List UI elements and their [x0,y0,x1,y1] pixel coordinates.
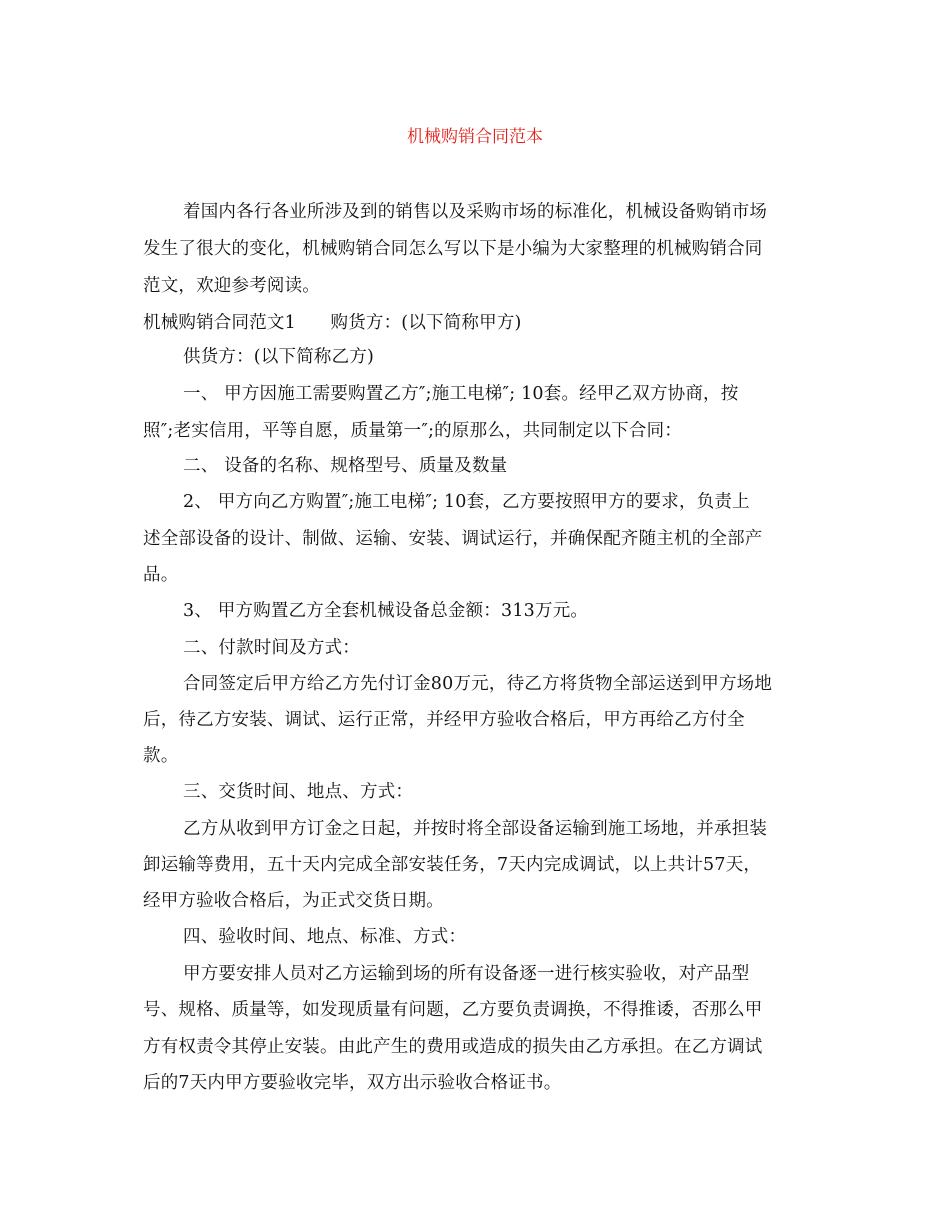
text-line: 发生了很大的变化，机械购销合同怎么写以下是小编为大家整理的机械购销合同 [143,239,763,259]
text-line: 一、 甲方因施工需要购置乙方″;施工电梯″; 10套。经甲乙双方协商，按 [183,384,739,404]
text-line: 号、规格、质量等，如发现质量有问题，乙方要负责调换，不得推诿，否那么甲 [143,1000,763,1020]
text-line: 经甲方验收合格后，为正式交货日期。 [143,891,444,911]
text-line: 二、付款时间及方式： [183,638,360,658]
text-line: 乙方从收到甲方订金之日起，并按时将全部设备运输到施工场地，并承担装 [183,819,768,839]
text-line: 后，待乙方安装、调试、运行正常，并经甲方验收合格后，甲方再给乙方付全 [143,710,745,730]
text-line: 款。 [143,746,179,766]
document-title: 机械购销合同范本 [407,127,543,147]
text-line: 甲方要安排人员对乙方运输到场的所有设备逐一进行核实验收，对产品型 [183,964,750,984]
text-line: 述全部设备的设计、制做、运输、安装、调试运行，并确保配齐随主机的全部产 [143,529,763,549]
text-line: 卸运输等费用，五十天内完成全部安装任务，7天内完成调试，以上共计57天， [143,855,762,875]
text-line: 3、 甲方购置乙方全套机械设备总金额：313万元。 [183,601,589,621]
text-line: 照″;老实信用，平等自愿，质量第一″;的原那么，共同制定以下合同： [143,421,682,441]
text-line: 方有权责令其停止安装。由此产生的费用或造成的损失由乙方承担。在乙方调试 [143,1037,763,1057]
text-line: 合同签定后甲方给乙方先付订金80万元，待乙方将货物全部运送到甲方场地 [183,674,773,694]
text-line: 后的7天内甲方要验收完毕，双方出示验收合格证书。 [143,1073,562,1093]
text-line: 三、交货时间、地点、方式： [183,782,414,802]
text-line: 机械购销合同范文1 购货方：(以下简称甲方) [143,313,522,333]
text-line: 范文，欢迎参考阅读。 [143,276,320,296]
text-line: 供货方：(以下简称乙方) [183,347,375,367]
text-line: 二、 设备的名称、规格型号、质量及数量 [183,456,508,476]
text-line: 2、 甲方向乙方购置″;施工电梯″; 10套，乙方要按照甲方的要求，负责上 [183,492,750,512]
text-line: 品。 [143,565,179,585]
text-line: 四、验收时间、地点、标准、方式： [183,927,467,947]
text-line: 着国内各行各业所涉及到的销售以及采购市场的标准化，机械设备购销市场 [183,202,768,222]
